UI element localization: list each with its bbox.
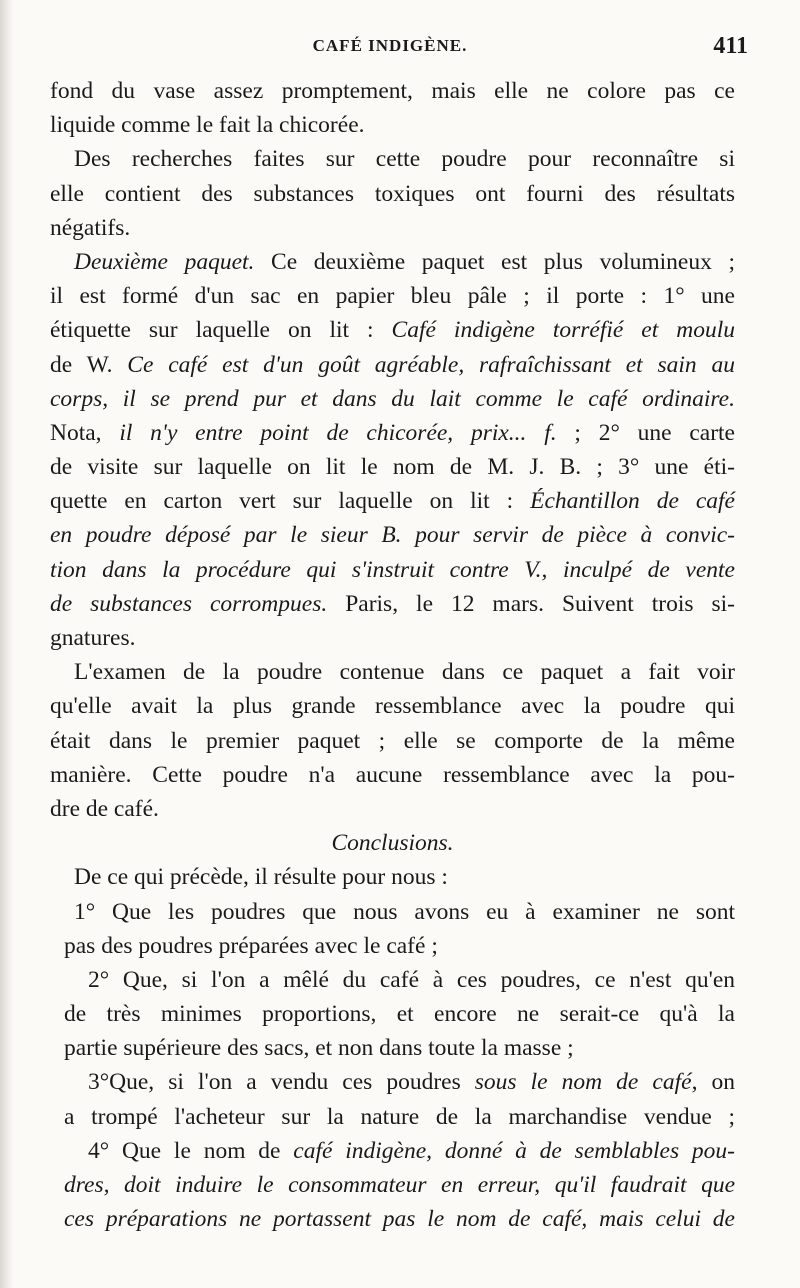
text-run: étiquette sur laquelle on lit :	[50, 317, 392, 344]
text-line	[50, 587, 735, 621]
text-line	[50, 382, 735, 416]
italic-run: café indigène, donné à de semblables pou-	[293, 1137, 735, 1164]
running-title: CAFÉ INDIGÈNE.	[312, 36, 468, 55]
text-line: était dans le premier paquet ; elle se comporte de la même	[50, 727, 735, 754]
text-run: , on	[691, 1069, 735, 1096]
text-run: Paris, le 12 mars. Suivent trois si-	[327, 590, 735, 617]
text-line: elle contient des substances toxiques ont fourni des résultats	[50, 180, 735, 207]
text-line: négatifs.	[50, 214, 131, 241]
text-line: a trompé l'acheteur sur la nature de la marchandise vendue ;	[64, 1103, 735, 1130]
text-line	[50, 416, 735, 450]
text-line	[50, 553, 735, 587]
text-line	[50, 518, 735, 552]
text-run: Ce deuxième paquet est plus volumineux ;	[254, 248, 736, 275]
italic-run: il n'y entre point de chicorée, prix... f.	[119, 419, 557, 446]
italic-run: Café indigène torréfié et moulu	[391, 317, 735, 344]
text-line: Des recherches faites sur cette poudre pour reconnaître si	[74, 146, 735, 173]
italic-run: dres, doit induire le consommateur en erreur, qu'il faudrait que	[64, 1172, 735, 1198]
italic-run: ces préparations ne portassent pas le nom de café, mais celui de	[64, 1206, 735, 1233]
italic-run: en poudre déposé par le sieur B. pour servir de pièce à convic-	[50, 522, 735, 549]
italic-run: Deuxième paquet.	[74, 248, 255, 275]
section-heading-text: Conclusions.	[331, 830, 454, 857]
text-line	[50, 348, 735, 382]
italic-run: sous le nom de café	[474, 1069, 692, 1096]
text-line: De ce qui précède, il résulte pour nous :	[74, 864, 448, 891]
text-line: il est formé d'un sac en papier bleu pâle ; il porte : 1° une	[50, 283, 735, 310]
text-line: dre de café.	[50, 795, 159, 822]
text-line	[50, 1065, 735, 1099]
text-line: gnatures.	[50, 625, 136, 651]
page-number: 411	[713, 33, 748, 59]
text-line: 1° Que les poudres que nous avons eu à examiner ne sont	[74, 898, 735, 925]
text-line: fond du vase assez promptement, mais elle ne colore pas ce	[50, 78, 735, 104]
text-run: ; 2° une carte	[556, 419, 735, 446]
section-heading	[50, 826, 735, 860]
text-line	[50, 484, 735, 518]
text-line: de visite sur laquelle on lit le nom de M. J. B. ; 3° une éti-	[50, 454, 735, 481]
body-text	[50, 74, 735, 1236]
italic-run: Échantillon de café	[530, 488, 735, 515]
italic-run: corps, il se prend pur et dans du lait comme le café ordinaire.	[50, 385, 735, 412]
text-line	[50, 1134, 735, 1168]
italic-run: Ce café est d'un goût agréable, rafraîchissant et sain au	[127, 351, 735, 378]
text-line: 2° Que, si l'on a mêlé du café à ces poudres, ce n'est qu'en	[88, 966, 735, 993]
text-run: Nota,	[50, 419, 120, 446]
text-line: manière. Cette poudre n'a aucune ressemblance avec la pou-	[50, 761, 735, 788]
text-line: pas des poudres préparées avec le café ;	[64, 932, 438, 959]
text-line: de très minimes proportions, et encore ne serait-ce qu'à la	[64, 1001, 735, 1028]
text-line	[50, 1168, 735, 1202]
text-line	[50, 313, 735, 347]
text-line	[50, 1202, 735, 1236]
text-line: L'examen de la poudre contenue dans ce paquet a fait voir	[74, 659, 735, 686]
text-line: qu'elle avait la plus grande ressemblance avec la poudre qui	[50, 693, 735, 720]
italic-run: tion dans la procédure qui s'instruit contre V., inculpé de vente	[50, 556, 735, 583]
page-header	[40, 33, 748, 64]
page-gutter-shadow	[0, 0, 14, 1288]
text-run: 4° Que le nom de	[88, 1137, 294, 1164]
text-line	[50, 245, 735, 279]
text-run: de W.	[50, 351, 128, 378]
text-line: liquide comme le fait la chicorée.	[50, 112, 365, 139]
text-run: 3°Que, si l'on a vendu ces poudres	[88, 1069, 475, 1096]
italic-run: de substances corrompues.	[50, 590, 328, 617]
text-run: quette en carton vert sur laquelle on lit :	[50, 488, 531, 515]
text-line: partie supérieure des sacs, et non dans toute la masse ;	[64, 1035, 574, 1062]
